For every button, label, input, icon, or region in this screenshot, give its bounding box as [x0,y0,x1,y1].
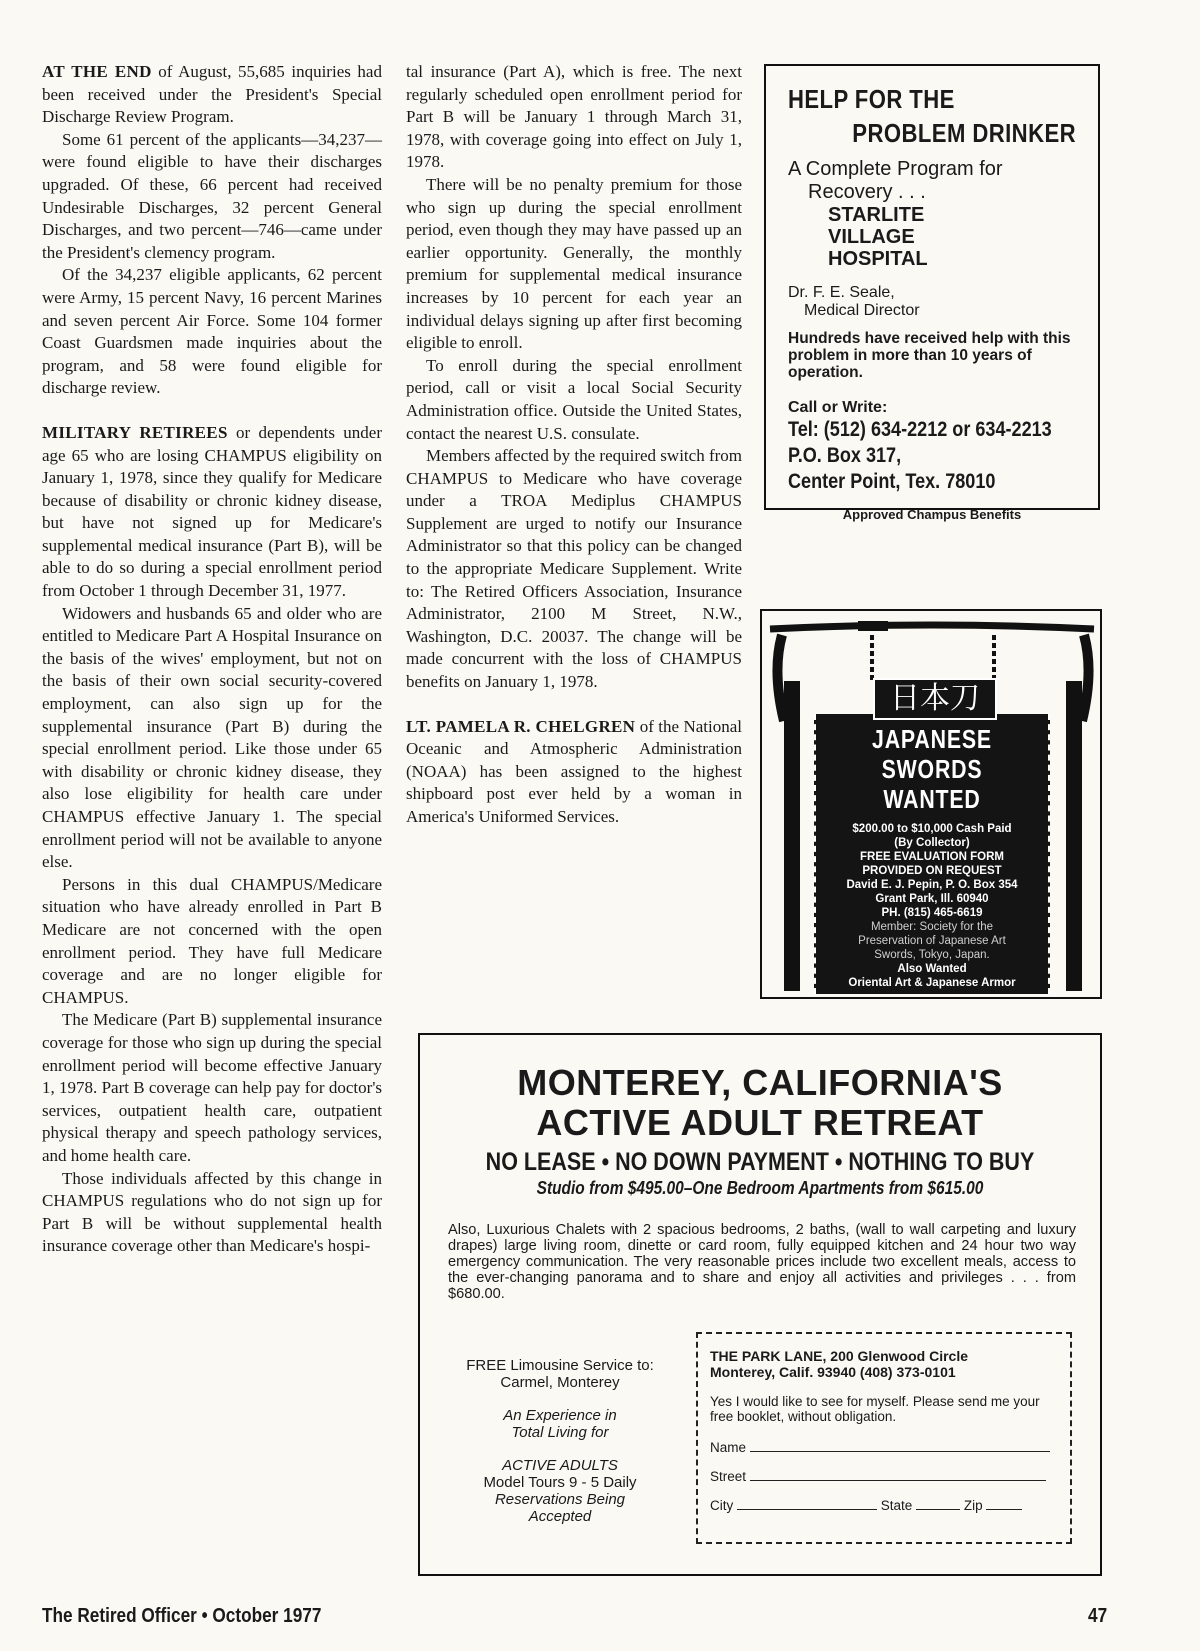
hospital-name: VILLAGE [828,226,915,248]
ad-text: Reservations Being [494,1491,626,1508]
paragraph: Persons in this dual CHAMPUS/Medicare situation who have already enrolled in Part B Medicare are not concerned with the open enrollment period. They have full Medicare coverage and are no longer eligible for CHAMPUS. [42,874,382,1007]
reply-coupon [696,1332,1072,1544]
ad-text: Member: Society for the [870,921,994,933]
article-column-1 [42,61,382,1258]
ad-headline: MONTEREY, CALIFORNIA'S [517,1062,1003,1103]
kanji-title: 日本刀 [873,678,997,720]
ad-text: FREE EVALUATION FORM [860,851,1004,863]
ad-monterey [418,1033,1102,1576]
ad-text: Total Living for [511,1424,609,1441]
paragraph: MILITARY RETIREES or dependents under age 65 who are losing CHAMPUS eligibility on January 1, 1978, since they qualify for Medicare because of disability or chronic kidney disease, but have not signed up for Medicare's supplemental medical insurance (Part B), will be able to do so during a special enrollment period from October 1 through December 31, 1977. [42,422,383,601]
street-line [750,1480,1046,1481]
ad-headline: PROBLEM DRINKER [852,118,1076,148]
ad-text: Swords, Tokyo, Japan. [874,949,990,961]
ad-problem-drinker [764,64,1100,522]
ad-headline: HELP FOR THE [788,84,955,114]
ad-address: David E. J. Pepin, P. O. Box 354 [846,879,1018,891]
page-number: 47 [1088,1605,1108,1627]
section-lead: LT. PAMELA R. CHELGREN [406,716,636,736]
ad-subheadline: NO LEASE • NO DOWN PAYMENT • NOTHING TO BUY [485,1148,1035,1176]
ad-text: Also Wanted [897,963,967,975]
ad-text: Call or Write: [788,399,888,416]
ad-address: Center Point, Tex. 78010 [788,470,996,493]
coupon-text: Yes I would like to see for myself. Please send me your free booklet, without obligation. [710,1394,1040,1424]
paragraph: Those individuals affected by this change in CHAMPUS regulations who do not sign up for Part B will be without supplemental health insurance coverage other than Medicare's hospi- [42,1168,382,1256]
ad-headline: SWORDS WANTED [881,754,983,814]
ad-headline: ACTIVE ADULT RETREAT [536,1102,984,1143]
ad-text: A Complete Program for [788,158,1003,180]
paragraph: AT THE END of August, 55,685 inquiries had been received under the President's Special Discharge Review Program. [42,62,382,127]
city-line [737,1509,877,1510]
ad-address: P.O. Box 317, [788,444,902,467]
name-line [750,1451,1050,1452]
ad-prices: Studio from $495.00–One Bedroom Apartments from $615.00 [536,1178,984,1198]
ad-text: $200.00 to $10,000 Cash Paid [852,823,1012,835]
state-line [916,1509,960,1510]
ad-address: Grant Park, Ill. 60940 [875,893,989,905]
paragraph: To enroll during the special enrollment period, call or visit a local Social Security Administration office. Outside the United States, contact the nearest U.S. consulate. [406,355,742,443]
ad-phone: Tel: (512) 634-2212 or 634-2213 [788,418,1052,441]
ad-japanese-swords [760,609,1102,999]
zip-line [986,1509,1022,1510]
coupon-field-name: Name [710,1440,1058,1456]
section-lead: MILITARY RETIREES [42,422,228,442]
paragraph: Of the 34,237 eligible applicants, 62 percent were Army, 15 percent Navy, 16 percent Marines and seven percent Air Force. Some 104 former Coast Guardsmen made inquiries about the program, and 58 were found eligible for discharge review. [42,265,382,398]
ad-text: Oriental Art & Japanese Armor [848,977,1016,989]
ad-text: Accepted [528,1508,592,1525]
coupon-field-city: City State Zip [710,1498,1058,1514]
footer-publication: The Retired Officer • October 1977 [42,1605,322,1627]
ad-text: Preservation of Japanese Art [858,935,1006,947]
ad-text: An Experience in [503,1407,617,1424]
paragraph: Widowers and husbands 65 and older who are entitled to Medicare Part A Hospital Insurance on the basis of the wives' employment, but not on the basis of their own social security-covered employment, can also sign up for the supplemental insurance (Part B) during the special enrollment period. Like those under 65 with disability or chronic kidney disease, they also lose eligibility for health care under CHAMPUS effective January 1. The special enrollment period will not be available to anyone else. [42,603,382,872]
paragraph: There will be no penalty premium for those who sign up during the special enrollment period, even though they may have passed up an earlier opportunity. Generally, the monthly premium for supplemental medical insurance increases by 10 percent for each year an individual delays signing up after first becoming eligible to enroll. [406,174,742,353]
ad-text: Recovery . . . [808,181,926,203]
ad-text: Dr. F. E. Seale, [788,284,895,301]
ad-text: Hundreds have received help with this problem in more than 10 years of operation. [788,330,1071,381]
ad-text: Medical Director [804,302,920,319]
article-column-2 [406,61,742,829]
ad-text: Approved Champus Benefits [842,507,1022,522]
hospital-name: HOSPITAL [828,248,928,270]
ad-description: Also, Luxurious Chalets with 2 spacious bedrooms, 2 baths, (wall to wall carpeting and luxury drapes) large living room, dinette or card room, fully equipped kitchen and 24 hour two way emergency communication. The very reasonable prices include two excellent meals, access to the ever-changing panorama and to share and enjoy all activities and privileges . . . from $680.00. [448,1222,1076,1302]
ad-text: Model Tours 9 - 5 Daily [483,1474,637,1491]
paragraph: Members affected by the required switch from CHAMPUS to Medicare who have coverage under a TROA Mediplus CHAMPUS Supplement are urged to notify our Insurance Administrator so that this policy can be changed to the appropriate Medicare Supplement. Write to: The Retired Officers Association, Insurance Administrator, 2100 M Street, N.W., Washington, D.C. 20037. The change will be made concurrent with the loss of CHAMPUS benefits on January 1, 1978. [406,446,742,692]
ad-headline: JAPANESE [872,724,992,754]
sword-sign [814,682,1050,994]
coupon-address: THE PARK LANE, 200 Glenwood Circle [710,1348,969,1364]
ad-left-block [440,1357,680,1525]
ad-text: PROVIDED ON REQUEST [862,865,1002,877]
section-lead: AT THE END [42,62,152,81]
coupon-address: Monterey, Calif. 93940 (408) 373-0101 [710,1364,956,1380]
paragraph: The Medicare (Part B) supplemental insurance coverage for those who sign up during the special enrollment period will become effective January 1, 1978. Part B coverage can help pay for doctor's services, outpatient health care, outpatient physical therapy and speech pathology services, and home health care. [42,1010,382,1165]
ad-text: Carmel, Monterey [500,1374,620,1391]
ad-phone: PH. (815) 465-6619 [881,907,983,919]
hospital-name: STARLITE [828,204,925,226]
paragraph: tal insurance (Part A), which is free. The next regularly scheduled open enrollment period for Part B will be January 1 through March 31, 1978, with coverage going into effect on July 1, 1978. [406,62,742,172]
ad-text: (By Collector) [894,837,970,849]
paragraph: Some 61 percent of the applicants—34,237—were found eligible to have their discharges upgraded. Of these, 66 percent had received Undesirable Discharges, 32 percent General Discharges, and two percent—746—came under the President's clemency program. [42,129,382,262]
ad-text: ACTIVE ADULTS [502,1457,618,1474]
ad-text: FREE Limousine Service to: [466,1357,654,1374]
paragraph: LT. PAMELA R. CHELGREN of the National Oceanic and Atmospheric Administration (NOAA) has been assigned to the highest shipboard post ever held by a woman in America's Uniformed Services. [406,716,742,826]
coupon-field-street: Street [710,1469,1058,1485]
